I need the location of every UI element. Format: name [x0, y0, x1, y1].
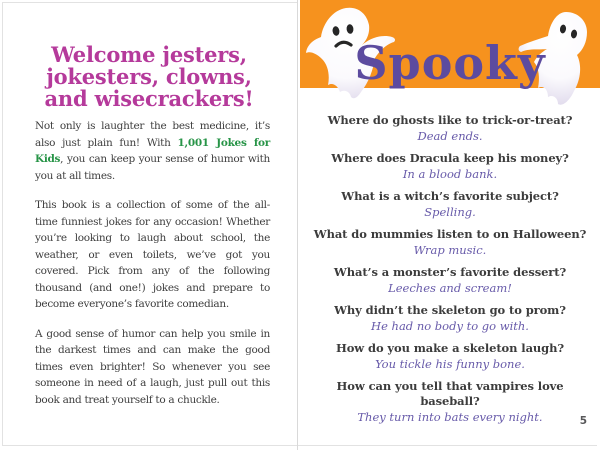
left-page [0, 0, 298, 450]
page-gutter-line [297, 0, 298, 450]
joke-question: What is a witch’s favorite subject? [341, 189, 559, 203]
welcome-title-line-1: Welcome jesters, [51, 42, 247, 67]
joke-answer: They turn into bats every night. [357, 410, 543, 424]
joke-question: How can you tell that vampires love baseball? [336, 379, 564, 408]
joke-question: Where do ghosts like to trick-or-treat? [327, 113, 573, 127]
page-edge-top [2, 2, 298, 3]
joke-answer: Spelling. [424, 205, 476, 219]
joke-item [305, 113, 595, 144]
right-page [300, 0, 600, 450]
joke-answer: Wrap music. [413, 243, 487, 257]
joke-item [305, 341, 595, 372]
joke-item [305, 227, 595, 258]
joke-answer: He had no body to go with. [371, 319, 529, 333]
joke-question: Why didn’t the skeleton go to prom? [334, 303, 566, 317]
paragraph-3: A good sense of humor can help you smile in the darkest times and can make the good times even brighter! So whenever you see someone in need of a laugh, just pull out this book and treat yourself to a chuckle. [35, 327, 270, 406]
intro-post: , you can keep your sense of humor with you at all times. [35, 153, 270, 182]
welcome-title [0, 44, 298, 110]
page-edge-left [2, 2, 3, 446]
joke-item [305, 265, 595, 296]
joke-question: Where does Dracula keep his money? [331, 151, 569, 165]
book-title-highlight: 1,001 Jokes for Kids [35, 136, 270, 165]
joke-item [305, 379, 595, 425]
page-edge-bottom [2, 445, 597, 446]
joke-answer: You tickle his funny bone. [375, 357, 525, 371]
joke-item [305, 189, 595, 220]
joke-item [305, 151, 595, 182]
joke-item [305, 303, 595, 334]
intro-paragraph [35, 118, 270, 184]
chapter-title: Spooky [354, 36, 546, 90]
joke-question: What do mummies listen to on Halloween? [313, 227, 587, 241]
joke-answer: Dead ends. [417, 129, 483, 143]
jokes-list [305, 113, 595, 432]
joke-answer: Leeches and scream! [388, 281, 512, 295]
joke-question: How do you make a skeleton laugh? [335, 341, 565, 355]
welcome-title-line-2: jokesters, clowns, [46, 64, 252, 89]
intro-pre: Not only is laughter the best medicine, it’s also just plain fun! With [35, 120, 270, 149]
paragraph-2: This book is a collection of some of the all-time funniest jokes for any occasion! Whether you’re looking to laugh about school, the weather, or even toilets, we’ve got you covered. Pick from any of the following thousand (and one!) jokes and prepare to become everyone’s favorite comedian. [35, 199, 270, 310]
welcome-title-line-3: and wisecrackers! [44, 86, 254, 111]
intro-text [35, 118, 270, 421]
joke-answer: In a blood bank. [402, 167, 498, 181]
page-number: 5 [579, 415, 587, 427]
joke-question: What’s a monster’s favorite dessert? [333, 265, 567, 279]
